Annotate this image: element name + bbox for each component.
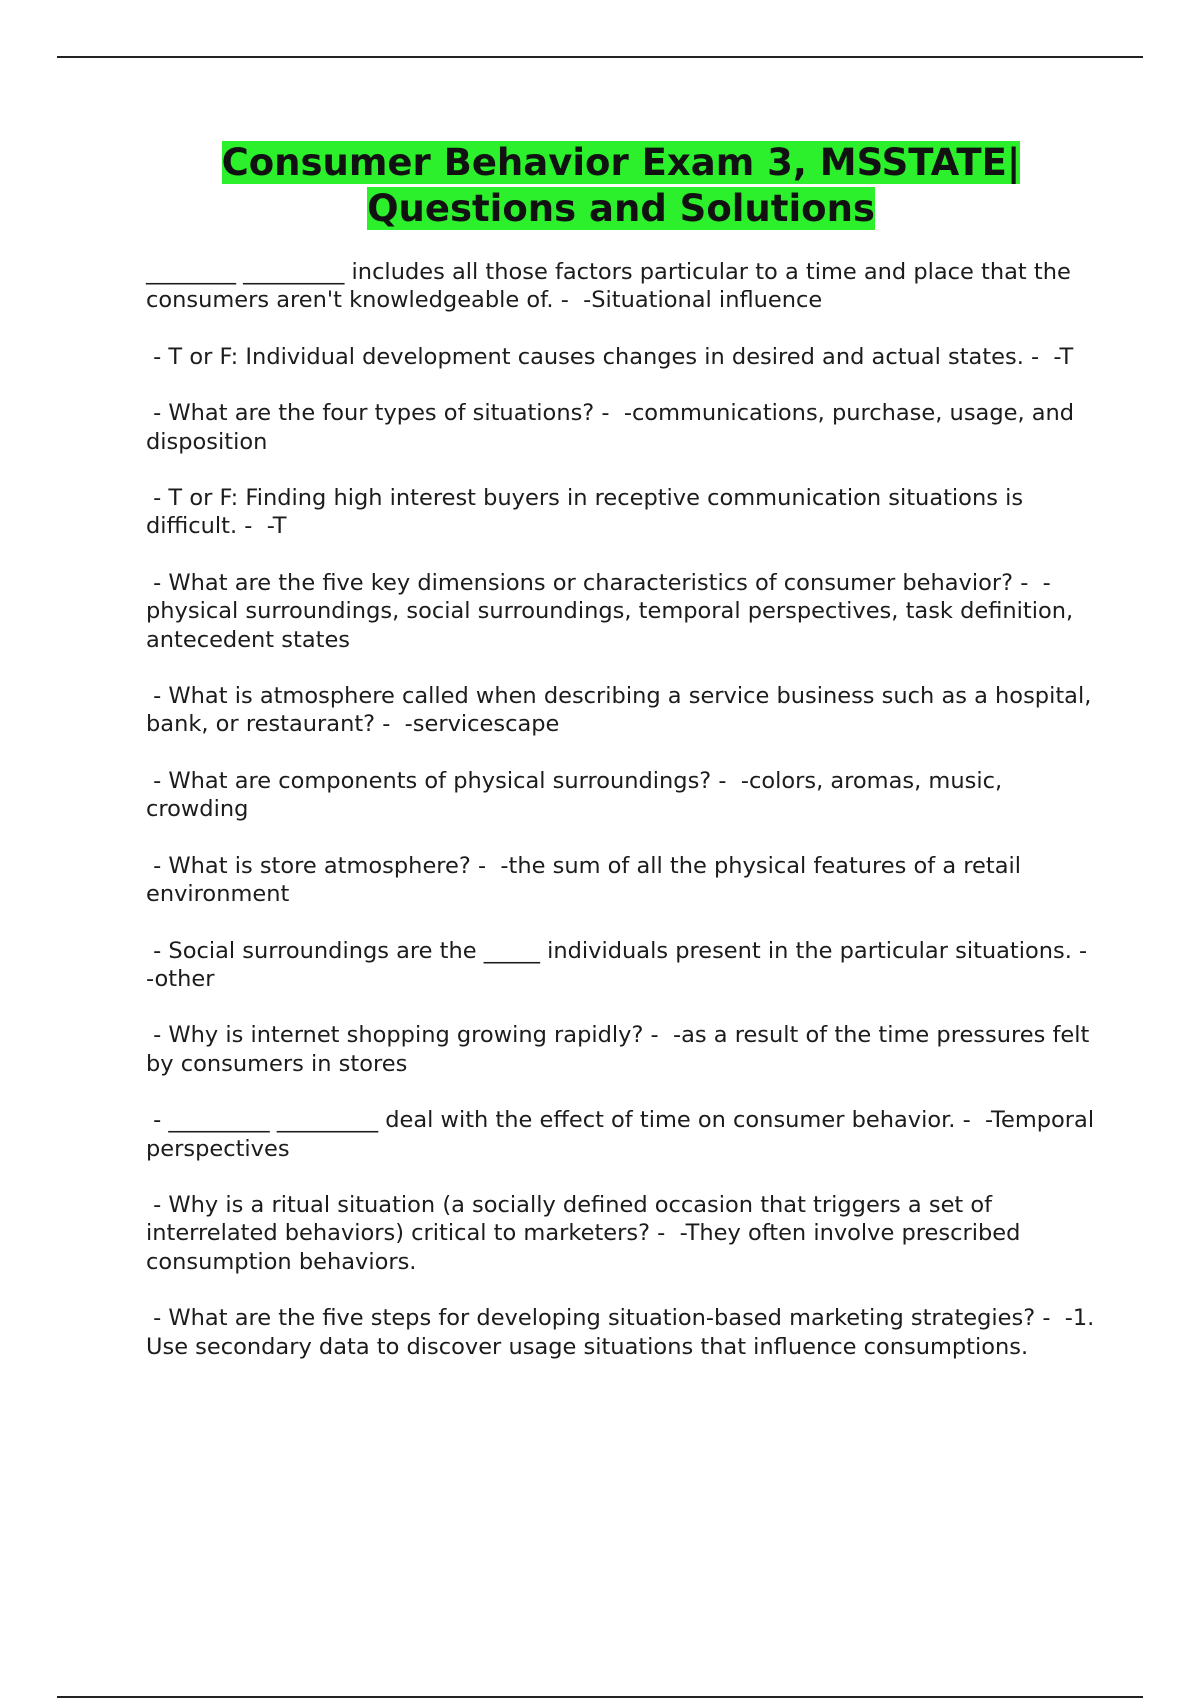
- document-page: [146, 140, 1102, 1389]
- header-rule: [57, 56, 1143, 58]
- qa-item-2: - T or F: Individual development causes changes in desired and actual states. - -T: [146, 343, 1074, 370]
- qa-item-4: - T or F: Finding high interest buyers in receptive communication situations is difficult. - -T: [146, 485, 1031, 540]
- qa-item-1: ________ _________ includes all those factors particular to a time and place that the consumers aren't knowledgeable of. - -Situational influence: [146, 259, 1078, 314]
- qa-item-12: - Why is a ritual situation (a socially defined occasion that triggers a set of interrelated behaviors) critical to marketers? - -They often involve prescribed consumption behaviors.: [146, 1191, 1028, 1275]
- document-title: [146, 140, 1096, 232]
- qa-item-7: - What are components of physical surroundings? - -colors, aromas, music, crowding: [146, 767, 1010, 823]
- footer-rule: [57, 1696, 1143, 1698]
- title-line-1: Consumer Behavior Exam 3, MSSTATE|: [221, 141, 1021, 184]
- qa-item-6: - What is atmosphere called when describing a service business such as a hospital, bank, or restaurant? - -servicescape: [146, 683, 1099, 738]
- qa-item-3: - What are the four types of situations? - -communications, purchase, usage, and disposition: [146, 400, 1082, 455]
- qa-item-9: - Social surroundings are the _____ individuals present in the particular situations. - -other: [146, 937, 1102, 992]
- qa-item-11: - _________ _________ deal with the effect of time on consumer behavior. - -Temporal perspectives: [146, 1107, 1102, 1162]
- qa-item-8: - What is store atmosphere? - -the sum of all the physical features of a retail environment: [146, 852, 1029, 908]
- title-line-2: Questions and Solutions: [367, 187, 875, 230]
- qa-item-5: - What are the five key dimensions or characteristics of consumer behavior? - -physical surroundings, social surroundings, temporal perspectives, task definition, antecedent states: [146, 569, 1081, 653]
- qa-item-10: - Why is internet shopping growing rapidly? - -as a result of the time pressures felt by consumers in stores: [146, 1022, 1097, 1077]
- qa-item-13: - What are the five steps for developing situation-based marketing strategies? - -1. Use secondary data to discover usage situations that influence consumptions.: [146, 1305, 1102, 1360]
